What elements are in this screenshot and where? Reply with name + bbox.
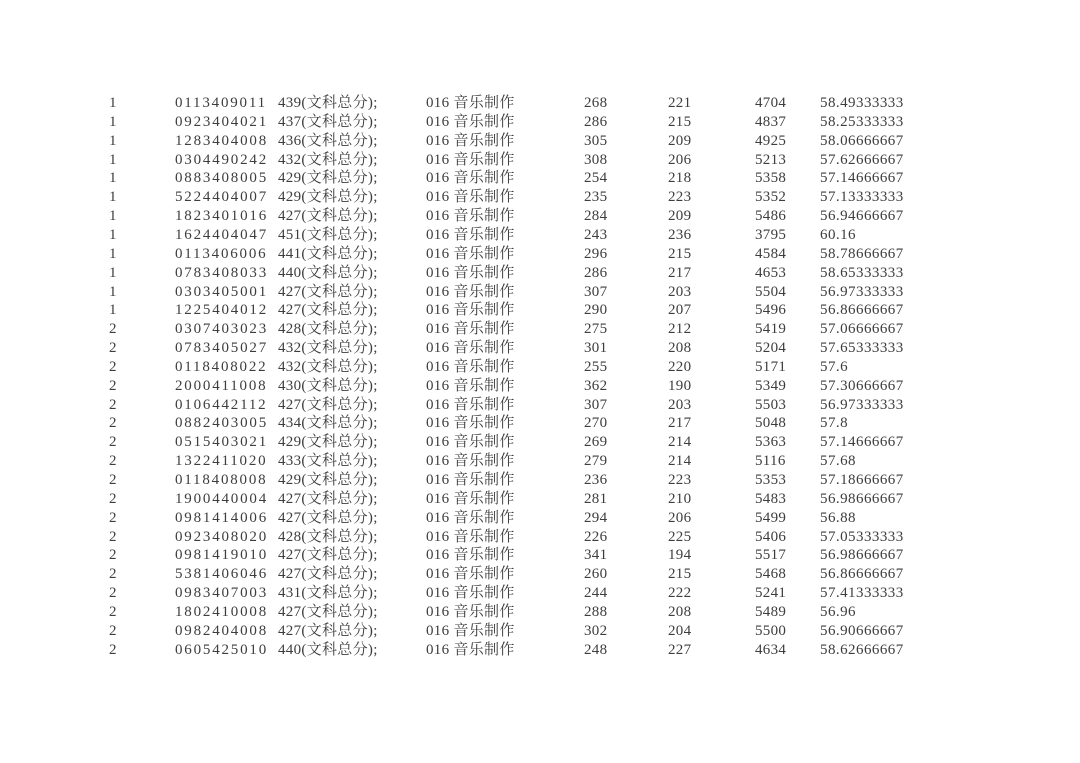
table-cell-col7: 5171 [755, 358, 787, 375]
table-cell-col2: 0983407003 [175, 585, 268, 602]
table-cell-col5: 307 [584, 396, 608, 413]
table-cell-col4: 016 音乐制作 [426, 566, 515, 583]
table-cell-col3: 432(文科总分); [278, 358, 378, 375]
table-row [0, 283, 1080, 302]
table-row [0, 113, 1080, 132]
table-cell-col6: 206 [668, 509, 692, 526]
table-cell-col7: 3795 [755, 226, 787, 243]
table-cell-col7: 5048 [755, 415, 787, 432]
table-cell-col1: 2 [109, 547, 117, 564]
table-cell-col7: 5352 [755, 189, 787, 206]
table-cell-col5: 255 [584, 358, 608, 375]
table-cell-col5: 226 [584, 528, 608, 545]
table-cell-col3: 441(文科总分); [278, 245, 378, 262]
table-cell-col1: 2 [109, 490, 117, 507]
table-row [0, 226, 1080, 245]
table-cell-col3: 432(文科总分); [278, 340, 378, 357]
table-cell-col8: 58.25333333 [820, 113, 904, 130]
table-cell-col3: 427(文科总分); [278, 283, 378, 300]
table-row [0, 339, 1080, 358]
table-cell-col4: 016 音乐制作 [426, 245, 515, 262]
table-cell-col4: 016 音乐制作 [426, 283, 515, 300]
table-cell-col5: 248 [584, 641, 608, 658]
table-cell-col2: 1624404047 [175, 226, 268, 243]
table-cell-col3: 427(文科总分); [278, 302, 378, 319]
table-cell-col1: 1 [109, 208, 117, 225]
table-cell-col1: 1 [109, 189, 117, 206]
table-cell-col4: 016 音乐制作 [426, 377, 515, 394]
table-row [0, 433, 1080, 452]
table-cell-col8: 57.68 [820, 453, 856, 470]
table-cell-col1: 1 [109, 170, 117, 187]
table-cell-col8: 57.65333333 [820, 340, 904, 357]
table-cell-col4: 016 音乐制作 [426, 434, 515, 451]
table-cell-col1: 2 [109, 358, 117, 375]
table-row [0, 509, 1080, 528]
table-cell-col5: 275 [584, 321, 608, 338]
table-cell-col8: 57.05333333 [820, 528, 904, 545]
table-cell-col5: 301 [584, 340, 608, 357]
table-cell-col4: 016 音乐制作 [426, 547, 515, 564]
table-cell-col7: 5517 [755, 547, 787, 564]
table-cell-col3: 437(文科总分); [278, 113, 378, 130]
table-cell-col2: 0883408005 [175, 170, 268, 187]
table-cell-col2: 0303405001 [175, 283, 268, 300]
table-cell-col3: 439(文科总分); [278, 95, 378, 111]
table-cell-col4: 016 音乐制作 [426, 472, 515, 488]
table-cell-col5: 286 [584, 264, 608, 281]
table-cell-col3: 427(文科总分); [278, 622, 378, 639]
table-cell-col3: 440(文科总分); [278, 264, 378, 281]
table-cell-col6: 222 [668, 585, 692, 602]
table-cell-col4: 016 音乐制作 [426, 509, 515, 526]
table-row [0, 546, 1080, 565]
table-cell-col7: 4653 [755, 264, 787, 281]
table-row [0, 414, 1080, 433]
table-cell-col6: 215 [668, 113, 692, 130]
table-cell-col1: 2 [109, 453, 117, 470]
table-cell-col1: 2 [109, 321, 117, 338]
table-cell-col8: 56.90666667 [820, 622, 904, 639]
table-cell-col2: 0981414006 [175, 509, 268, 526]
table-cell-col7: 5353 [755, 472, 787, 488]
table-cell-col7: 5213 [755, 151, 787, 168]
table-cell-col5: 296 [584, 245, 608, 262]
table-cell-col3: 432(文科总分); [278, 151, 378, 168]
table-cell-col4: 016 音乐制作 [426, 113, 515, 130]
table-cell-col2: 1900440004 [175, 490, 268, 507]
table-cell-col5: 288 [584, 603, 608, 620]
table-cell-col2: 0515403021 [175, 434, 268, 451]
table-cell-col8: 56.97333333 [820, 396, 904, 413]
table-cell-col2: 0923408020 [175, 528, 268, 545]
table-row [0, 151, 1080, 170]
table-cell-col4: 016 音乐制作 [426, 358, 515, 375]
table-cell-col7: 5204 [755, 340, 787, 357]
table-cell-col3: 427(文科总分); [278, 547, 378, 564]
table-cell-col8: 57.41333333 [820, 585, 904, 602]
table-cell-col4: 016 音乐制作 [426, 528, 515, 545]
table-cell-col6: 215 [668, 566, 692, 583]
table-cell-col4: 016 音乐制作 [426, 396, 515, 413]
table-cell-col7: 5358 [755, 170, 787, 187]
table-cell-col7: 5500 [755, 622, 787, 639]
table-cell-col5: 269 [584, 434, 608, 451]
table-cell-col3: 429(文科总分); [278, 434, 378, 451]
table-cell-col3: 427(文科总分); [278, 490, 378, 507]
table-cell-col7: 5349 [755, 377, 787, 394]
table-cell-col1: 1 [109, 132, 117, 149]
table-cell-col7: 5504 [755, 283, 787, 300]
table-cell-col2: 0118408022 [175, 358, 268, 375]
table-cell-col5: 236 [584, 472, 608, 488]
table-cell-col1: 2 [109, 377, 117, 394]
table-cell-col4: 016 音乐制作 [426, 208, 515, 225]
table-cell-col7: 4634 [755, 641, 787, 658]
table-cell-col6: 236 [668, 226, 692, 243]
table-cell-col2: 2000411008 [175, 377, 268, 394]
table-cell-col3: 428(文科总分); [278, 321, 378, 338]
table-cell-col1: 2 [109, 622, 117, 639]
table-cell-col4: 016 音乐制作 [426, 170, 515, 187]
table-cell-col2: 1802410008 [175, 603, 268, 620]
table-cell-col4: 016 音乐制作 [426, 264, 515, 281]
table-cell-col2: 0113409011 [175, 95, 267, 111]
table-row [0, 132, 1080, 151]
table-row [0, 301, 1080, 320]
table-cell-col8: 57.06666667 [820, 321, 904, 338]
table-row [0, 490, 1080, 509]
table-cell-col8: 56.86666667 [820, 302, 904, 319]
table-cell-col8: 57.18666667 [820, 472, 904, 488]
table-cell-col5: 244 [584, 585, 608, 602]
table-cell-col8: 56.86666667 [820, 566, 904, 583]
table-cell-col5: 279 [584, 453, 608, 470]
table-row [0, 377, 1080, 396]
table-cell-col6: 220 [668, 358, 692, 375]
table-cell-col5: 305 [584, 132, 608, 149]
table-cell-col2: 5224404007 [175, 189, 268, 206]
table-cell-col8: 58.65333333 [820, 264, 904, 281]
table-cell-col6: 209 [668, 208, 692, 225]
table-cell-col8: 56.98666667 [820, 490, 904, 507]
table-cell-col7: 4837 [755, 113, 787, 130]
table-cell-col4: 016 音乐制作 [426, 603, 515, 620]
table-cell-col3: 436(文科总分); [278, 132, 378, 149]
table-cell-col4: 016 音乐制作 [426, 641, 515, 658]
table-row [0, 396, 1080, 415]
table-cell-col6: 218 [668, 170, 692, 187]
table-cell-col7: 4584 [755, 245, 787, 262]
table-cell-col7: 4704 [755, 95, 787, 111]
table-cell-col1: 2 [109, 472, 117, 488]
table-cell-col8: 57.6 [820, 358, 849, 375]
table-cell-col5: 362 [584, 377, 608, 394]
table-cell-col8: 57.14666667 [820, 434, 904, 451]
table-cell-col6: 209 [668, 132, 692, 149]
table-cell-col4: 016 音乐制作 [426, 302, 515, 319]
table-cell-col7: 5489 [755, 603, 787, 620]
table-cell-col7: 5503 [755, 396, 787, 413]
table-cell-col1: 2 [109, 415, 117, 432]
table-cell-col6: 204 [668, 622, 692, 639]
table-row [0, 245, 1080, 264]
table-cell-col3: 427(文科总分); [278, 566, 378, 583]
table-cell-col7: 5499 [755, 509, 787, 526]
table-cell-col8: 58.78666667 [820, 245, 904, 262]
table-row [0, 641, 1080, 660]
table-cell-col7: 5496 [755, 302, 787, 319]
table-cell-col1: 2 [109, 585, 117, 602]
table-cell-col3: 427(文科总分); [278, 396, 378, 413]
table-cell-col3: 427(文科总分); [278, 603, 378, 620]
table-cell-col4: 016 音乐制作 [426, 321, 515, 338]
table-cell-col1: 2 [109, 509, 117, 526]
table-cell-col4: 016 音乐制作 [426, 585, 515, 602]
table-cell-col3: 431(文科总分); [278, 585, 378, 602]
table-cell-col1: 2 [109, 340, 117, 357]
table-cell-col4: 016 音乐制作 [426, 151, 515, 168]
table-cell-col2: 0981419010 [175, 547, 268, 564]
table-cell-col3: 429(文科总分); [278, 472, 378, 488]
table-cell-col6: 223 [668, 189, 692, 206]
table-cell-col8: 56.97333333 [820, 283, 904, 300]
table-cell-col4: 016 音乐制作 [426, 453, 515, 470]
table-cell-col3: 434(文科总分); [278, 415, 378, 432]
table-cell-col1: 1 [109, 151, 117, 168]
table-cell-col6: 217 [668, 264, 692, 281]
table-cell-col2: 1283404008 [175, 132, 268, 149]
table-cell-col5: 302 [584, 622, 608, 639]
table-row [0, 169, 1080, 188]
table-cell-col6: 206 [668, 151, 692, 168]
table-cell-col6: 194 [668, 547, 692, 564]
table-cell-col4: 016 音乐制作 [426, 490, 515, 507]
table-cell-col2: 0113406006 [175, 245, 268, 262]
table-row [0, 622, 1080, 641]
table-row [0, 565, 1080, 584]
table-cell-col1: 1 [109, 95, 117, 111]
table-row [0, 320, 1080, 339]
table-cell-col2: 0307403023 [175, 321, 268, 338]
table-cell-col5: 286 [584, 113, 608, 130]
table-cell-col5: 308 [584, 151, 608, 168]
table-cell-col5: 254 [584, 170, 608, 187]
table-cell-col5: 270 [584, 415, 608, 432]
table-cell-col2: 0304490242 [175, 151, 268, 168]
table-cell-col2: 1823401016 [175, 208, 268, 225]
table-cell-col6: 210 [668, 490, 692, 507]
table-cell-col8: 60.16 [820, 226, 856, 243]
table-cell-col3: 451(文科总分); [278, 226, 378, 243]
table-cell-col6: 223 [668, 472, 692, 488]
table-cell-col3: 427(文科总分); [278, 509, 378, 526]
table-cell-col6: 208 [668, 603, 692, 620]
table-cell-col1: 1 [109, 226, 117, 243]
table-cell-col5: 235 [584, 189, 608, 206]
table-cell-col8: 58.62666667 [820, 641, 904, 658]
table-cell-col6: 190 [668, 377, 692, 394]
table-cell-col7: 5483 [755, 490, 787, 507]
table-cell-col8: 56.94666667 [820, 208, 904, 225]
table-cell-col5: 243 [584, 226, 608, 243]
table-cell-col2: 0605425010 [175, 641, 268, 658]
table-cell-col7: 5468 [755, 566, 787, 583]
table-cell-col2: 0106442112 [175, 396, 268, 413]
table-cell-col5: 260 [584, 566, 608, 583]
table-cell-col7: 5116 [755, 453, 786, 470]
table-cell-col3: 429(文科总分); [278, 170, 378, 187]
table-cell-col7: 5363 [755, 434, 787, 451]
table-cell-col8: 56.96 [820, 603, 856, 620]
table-cell-col5: 341 [584, 547, 608, 564]
table-cell-col8: 57.30666667 [820, 377, 904, 394]
table-cell-col2: 0783408033 [175, 264, 268, 281]
table-cell-col6: 227 [668, 641, 692, 658]
table-cell-col7: 5486 [755, 208, 787, 225]
table-cell-col3: 429(文科总分); [278, 189, 378, 206]
table-cell-col2: 0118408008 [175, 472, 268, 488]
table-row [0, 358, 1080, 377]
table-cell-col2: 5381406046 [175, 566, 268, 583]
table-cell-col1: 1 [109, 245, 117, 262]
table-cell-col2: 1225404012 [175, 302, 268, 319]
table-cell-col4: 016 音乐制作 [426, 189, 515, 206]
table-cell-col2: 0923404021 [175, 113, 268, 130]
table-row [0, 452, 1080, 471]
table-cell-col8: 56.98666667 [820, 547, 904, 564]
table-cell-col8: 56.88 [820, 509, 856, 526]
table-cell-col3: 427(文科总分); [278, 208, 378, 225]
table-cell-col4: 016 音乐制作 [426, 415, 515, 432]
table-cell-col2: 0783405027 [175, 340, 268, 357]
table-cell-col5: 307 [584, 283, 608, 300]
table-row [0, 207, 1080, 226]
table-cell-col7: 5241 [755, 585, 787, 602]
table-cell-col3: 440(文科总分); [278, 641, 378, 658]
table-row [0, 264, 1080, 283]
table-cell-col8: 57.14666667 [820, 170, 904, 187]
table-row [0, 528, 1080, 547]
table-row [0, 94, 1080, 113]
table-cell-col5: 294 [584, 509, 608, 526]
table-cell-col2: 0882403005 [175, 415, 268, 432]
table-cell-col6: 207 [668, 302, 692, 319]
table-row [0, 471, 1080, 490]
table-cell-col1: 2 [109, 566, 117, 583]
table-cell-col7: 5419 [755, 321, 787, 338]
table-cell-col6: 208 [668, 340, 692, 357]
table-cell-col1: 1 [109, 283, 117, 300]
table-cell-col1: 1 [109, 302, 117, 319]
table-cell-col1: 2 [109, 528, 117, 545]
table-cell-col1: 2 [109, 641, 117, 658]
table-cell-col4: 016 音乐制作 [426, 132, 515, 149]
table-cell-col6: 217 [668, 415, 692, 432]
table-cell-col4: 016 音乐制作 [426, 340, 515, 357]
table-cell-col4: 016 音乐制作 [426, 226, 515, 243]
table-cell-col1: 1 [109, 264, 117, 281]
table-cell-col1: 2 [109, 396, 117, 413]
table-cell-col1: 1 [109, 113, 117, 130]
table-cell-col8: 57.13333333 [820, 189, 904, 206]
table-cell-col6: 225 [668, 528, 692, 545]
table-cell-col2: 0982404008 [175, 622, 268, 639]
table-cell-col6: 215 [668, 245, 692, 262]
table-cell-col3: 428(文科总分); [278, 528, 378, 545]
table-row [0, 188, 1080, 207]
table-cell-col8: 58.49333333 [820, 95, 904, 111]
table-cell-col8: 57.8 [820, 415, 849, 432]
table-cell-col5: 290 [584, 302, 608, 319]
table-row [0, 603, 1080, 622]
table-cell-col7: 5406 [755, 528, 787, 545]
table-cell-col5: 268 [584, 95, 608, 111]
table-cell-col2: 1322411020 [175, 453, 268, 470]
table-cell-col1: 2 [109, 603, 117, 620]
table-cell-col6: 214 [668, 434, 692, 451]
table-cell-col8: 57.62666667 [820, 151, 904, 168]
table-cell-col3: 433(文科总分); [278, 453, 378, 470]
table-cell-col8: 58.06666667 [820, 132, 904, 149]
table-cell-col1: 2 [109, 434, 117, 451]
table-cell-col3: 430(文科总分); [278, 377, 378, 394]
table-cell-col5: 284 [584, 208, 608, 225]
table-cell-col6: 203 [668, 396, 692, 413]
table-row [0, 584, 1080, 603]
table-cell-col4: 016 音乐制作 [426, 95, 515, 111]
table-cell-col4: 016 音乐制作 [426, 622, 515, 639]
table-cell-col5: 281 [584, 490, 608, 507]
table-cell-col6: 221 [668, 95, 692, 111]
table-cell-col6: 212 [668, 321, 692, 338]
table-cell-col6: 203 [668, 283, 692, 300]
table-cell-col7: 4925 [755, 132, 787, 149]
table-cell-col6: 214 [668, 453, 692, 470]
